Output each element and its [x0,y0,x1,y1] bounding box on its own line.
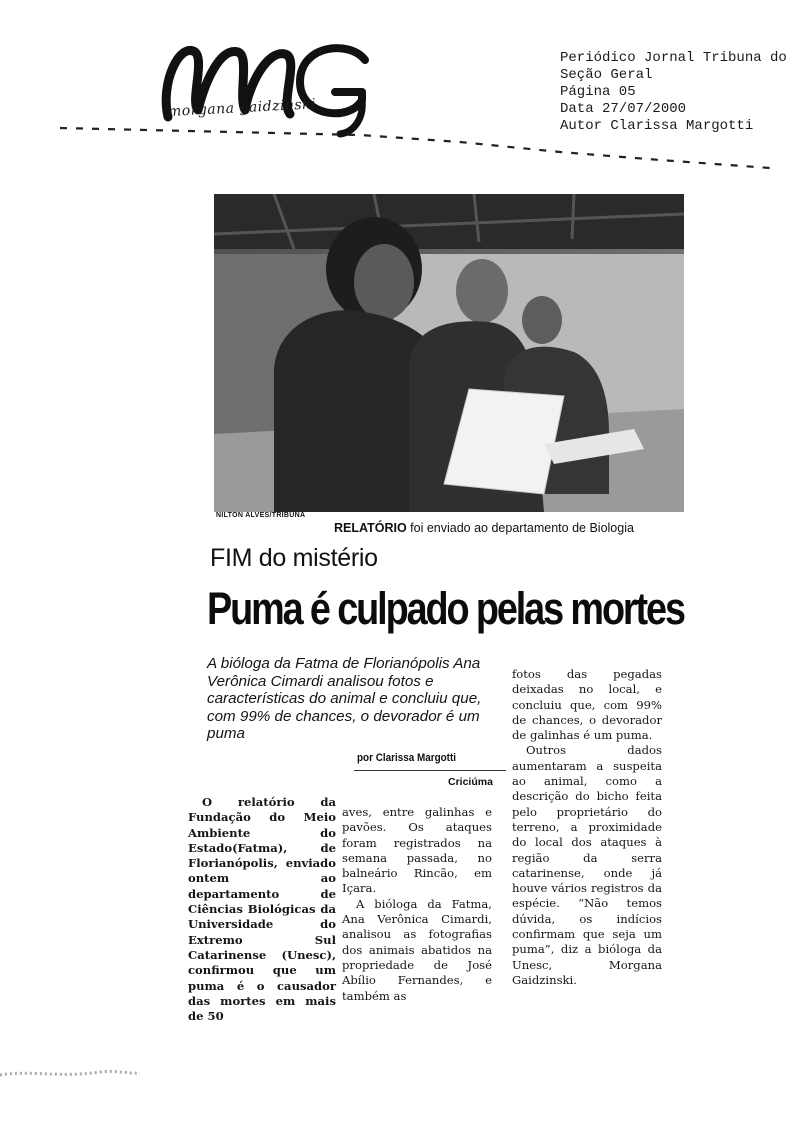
photo-credit: NILTON ALVES/TRIBUNA [216,512,306,519]
meta-page: Página 05 [560,84,636,100]
byline-rule [354,770,506,771]
caption-text: foi enviado ao departamento de Biologia [406,521,634,535]
paragraph: O relatório da Fundação do Meio Ambiente do Estado(Fatma), de Florianópolis, enviado ontem ao departamento de Ciências Biológicas da Universidade do Extremo Sul Catarinense (Unesc), confirmou que um puma é o causador das mortes em mais de 50 [188,795,336,1024]
caption-lead: RELATÓRIO [334,521,407,535]
meta-date: Data 27/07/2000 [560,101,687,117]
meta-periodical: Periódico Jornal Tribuna do [560,50,787,66]
article-column-2 [342,805,492,1004]
logo-name: morgana gaidzinski [167,96,317,120]
header-dashed-rule [60,120,770,170]
article-dateline: Criciúma [448,776,493,788]
article-byline: por Clarissa Margotti [357,752,457,764]
article-photo [214,194,684,512]
paragraph: fotos das pegadas deixadas no local, e concluiu que, com 99% de chances, o devorador de galinhas é um puma. [512,667,662,743]
scan-smudge-icon [0,1060,140,1090]
paragraph: A bióloga da Fatma, Ana Verônica Cimardi, analisou as fotografias dos animais abatidos na propriedade de José Abílio Fernandes, e também as [342,896,492,1003]
article-headline: Puma é culpado pelas mortes [207,583,684,634]
paragraph: aves, entre galinhas e pavões. Os ataques foram registrados na semana passada, no balneário Rincão, em Içara. [342,805,492,896]
photo-caption [334,521,634,535]
photo-people-icon [214,194,684,512]
article-column-3 [512,667,662,988]
meta-author: Autor Clarissa Margotti [560,118,754,134]
article-column-1 [188,795,336,1024]
meta-section: Seção Geral [560,67,653,83]
paragraph: Outros dados aumentaram a suspeita ao animal, como a descrição do bicho feita pelo proprietário do terreno, a proximidade do local dos ataques à região da serra catarinense, onde já houve vários registros da espécie. “Não temos dúvida, os indícios confirmam que seja um puma”, diz a bióloga da Unesc, Morgana Gaidzinski. [512,743,662,987]
article-kicker: FIM do mistério [210,544,378,572]
article-lead: A bióloga da Fatma de Florianópolis Ana Verônica Cimardi analisou fotos e características do animal e concluiu que, com 99% de chances, o devorador é um puma [207,655,482,742]
